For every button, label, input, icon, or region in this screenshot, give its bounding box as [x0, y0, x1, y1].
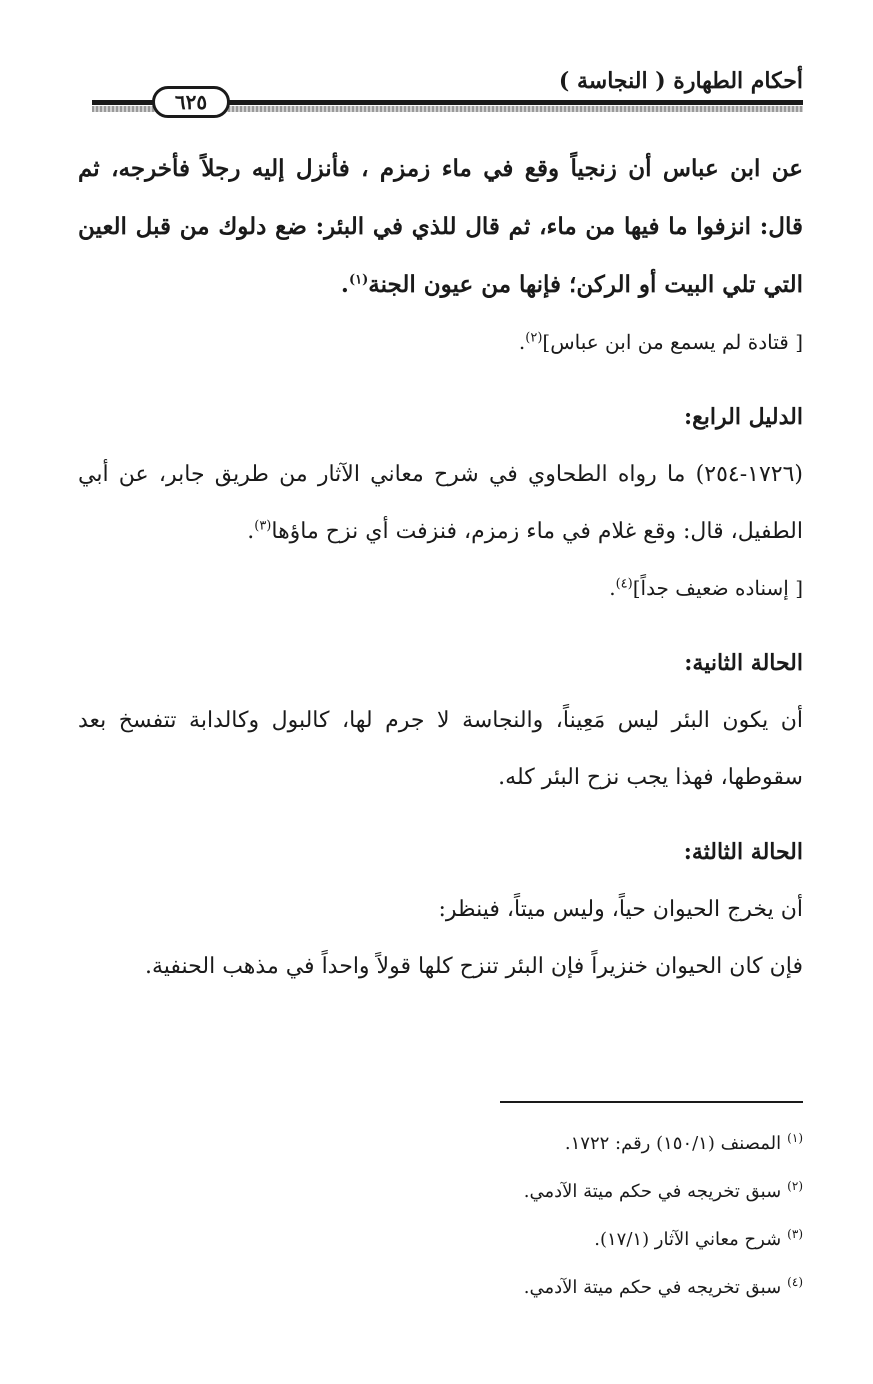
footnote-3-text: شرح معاني الآثار (١٧/١). [594, 1229, 782, 1250]
footnote-1-text: المصنف (١٥٠/١) رقم: ١٧٢٢. [564, 1133, 782, 1154]
footnote-ref-2: (٢) [525, 330, 543, 346]
footnote-3-number: (٣) [787, 1227, 803, 1241]
heading-second-case: الحالة الثانية: [684, 650, 803, 676]
hadith-block [78, 140, 803, 314]
paragraph-tahawi: (١٧٢٦-٢٥٤) ما رواه الطحاوي في شرح معاني الآثار من طريق جابر، عن أبي الطفيل، قال: وقع غلام في ماء زمزم، فنزفت أي نزح ماؤها$^{(٣)}$. [78, 462, 803, 544]
grading-1-text: [ قتادة لم يسمع من ابن عباس] [542, 330, 803, 354]
footnote-4 [303, 1264, 803, 1312]
grading-2: [ إسناده ضعيف جداً]$^{(٤)}$. [609, 576, 803, 600]
footnote-2-text: سبق تخريجه في حكم ميتة الآدمي. [523, 1181, 782, 1202]
footnote-1-number: (١) [787, 1131, 803, 1145]
page-number: ٦٢٥ [152, 86, 230, 118]
footnote-1 [303, 1120, 803, 1168]
hadith-text: عن ابن عباس أن زنجياً وقع في ماء زمزم ، فأنزل إليه رجلاً فأخرجه، ثم قال: انزفوا ما فيها من ماء، ثم قال للذي في البئر: ضع دلوك من قبل العين التي تلي البيت أو الركن؛ فإنها من عيون الجنة [78, 155, 803, 298]
footnotes [303, 1120, 803, 1312]
footnote-4-number: (٤) [787, 1275, 803, 1289]
footnote-2-number: (٢) [787, 1179, 803, 1193]
grading-1: [ قتادة لم يسمع من ابن عباس]$^{(٢)}$. [518, 330, 803, 354]
footnote-2 [303, 1168, 803, 1216]
paragraph-third-case-pig: فإن كان الحيوان خنزيراً فإن البئر تنزح كلها قولاً واحداً في مذهب الحنفية. [144, 954, 803, 979]
footnote-ref-3: (٣) [254, 518, 272, 534]
footnote-separator [500, 1101, 803, 1103]
footnote-ref-4: (٤) [615, 576, 633, 592]
hadith-paragraph: عن ابن عباس أن زنجياً وقع في ماء زمزم ، فأنزل إليه رجلاً فأخرجه، ثم قال: انزفوا ما فيها من ماء، ثم قال للذي في البئر: ضع دلوك من قبل العين التي تلي البيت أو الركن؛ فإنها من عيون الجنة$^{(١)}$. [78, 155, 803, 298]
grading-2-text: [ إسناده ضعيف جداً] [632, 576, 803, 600]
footnote-3 [303, 1216, 803, 1264]
paragraph-second-case: أن يكون البئر ليس مَعِيناً، والنجاسة لا جرم لها، كالبول وكالدابة تتفسخ بعد سقوطها، فهذا يجب نزح البئر كله. [78, 708, 803, 790]
heading-fourth-evidence: الدليل الرابع: [683, 404, 803, 430]
main-text [78, 140, 803, 995]
paragraph-third-case-intro: أن يخرج الحيوان حياً، وليس ميتاً، فينظر: [438, 897, 803, 922]
footnote-4-text: سبق تخريجه في حكم ميتة الآدمي. [523, 1277, 782, 1298]
paragraph-tahawi-text: (١٧٢٦-٢٥٤) ما رواه الطحاوي في شرح معاني الآثار من طريق جابر، عن أبي الطفيل، قال: وقع غلام في ماء زمزم، فنزفت أي نزح ماؤها [78, 462, 803, 544]
heading-third-case: الحالة الثالثة: [683, 839, 803, 865]
running-title: أحكام الطهارة ( النجاسة ) [558, 68, 803, 94]
footnote-ref-1: (١) [348, 272, 369, 288]
